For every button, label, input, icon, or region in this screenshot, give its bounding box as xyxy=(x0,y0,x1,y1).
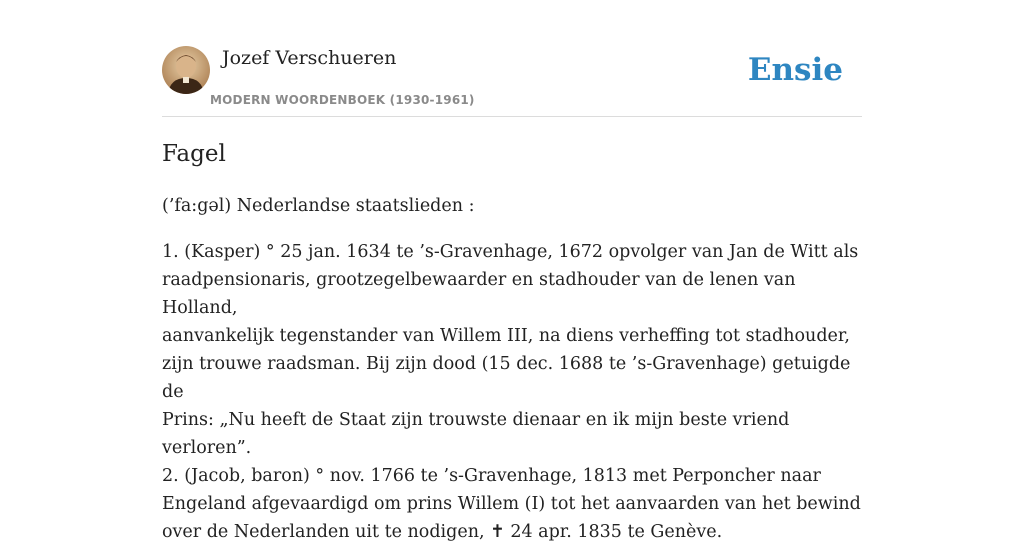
entry-line: Prins: „Nu heeft de Staat zijn trouwste dienaar en ik mijn beste vriend verloren”. xyxy=(162,410,790,458)
entry-line: 2. (Jacob, baron) ° nov. 1766 te ’s-Gravenhage, 1813 met Perponcher naar xyxy=(162,466,821,486)
entry-title: Fagel xyxy=(162,141,226,167)
entry-line: aanvankelijk tegenstander van Willem III, na diens verheffing tot stadhouder, xyxy=(162,326,850,346)
author-name[interactable]: Jozef Verschueren xyxy=(222,47,397,69)
entry-pronunciation: (’fa:gəl) Nederlandse staatslieden : xyxy=(162,196,475,216)
brand-logo[interactable]: Ensie xyxy=(747,52,843,88)
entry-line: Engeland afgevaardigd om prins Willem (I) tot het aanvaarden van het bewind xyxy=(162,494,861,514)
entry-line: 1. (Kasper) ° 25 jan. 1634 te ’s-Gravenhage, 1672 opvolger van Jan de Witt als xyxy=(162,242,859,262)
author-source[interactable]: MODERN WOORDENBOEK (1930-1961) xyxy=(210,93,475,107)
entry-content xyxy=(162,138,862,546)
entry-header xyxy=(162,44,862,117)
entry-body xyxy=(162,238,862,546)
entry-line: raadpensionaris, grootzegelbewaarder en stadhouder van de lenen van Holland, xyxy=(162,270,796,318)
entry-line: over de Nederlanden uit te nodigen, ✝ 24 apr. 1835 te Genève. xyxy=(162,522,723,542)
author-portrait-icon xyxy=(162,46,210,94)
entry-line: zijn trouwe raadsman. Bij zijn dood (15 dec. 1688 te ’s-Gravenhage) getuigde de xyxy=(162,354,851,402)
author-avatar[interactable] xyxy=(162,46,210,94)
